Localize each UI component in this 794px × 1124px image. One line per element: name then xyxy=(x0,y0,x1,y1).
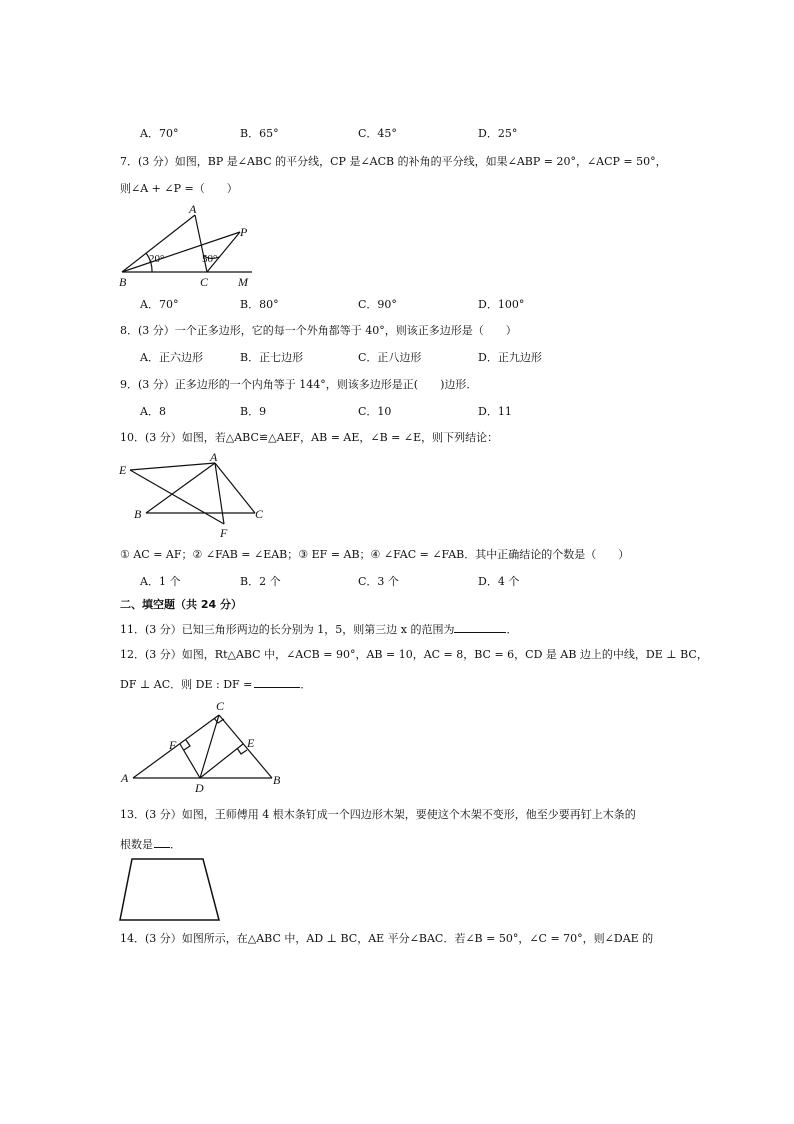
q7-label-c: C xyxy=(200,275,209,289)
q8-option-d[interactable]: D．正九边形 xyxy=(478,351,542,364)
q10-option-a[interactable]: A．1 个 xyxy=(140,575,181,588)
q7-stem-line2: 则∠A + ∠P =（ ） xyxy=(120,182,238,195)
q10-label-a: A xyxy=(210,450,218,464)
q9-option-d[interactable]: D．11 xyxy=(478,405,512,418)
q6-option-c[interactable]: C．45° xyxy=(358,127,397,140)
q12-end: ． xyxy=(300,678,312,691)
q7-label-p: P xyxy=(240,225,248,239)
q7-angle-50: 50° xyxy=(202,253,218,265)
q12-label-e: E xyxy=(247,736,255,750)
q9-option-a[interactable]: A．8 xyxy=(140,405,166,418)
q12-label-a: A xyxy=(121,771,129,785)
q10-conclusions: ① AC = AF；② ∠FAB = ∠EAB；③ EF = AB；④ ∠FAC = ∠FAB．其中正确结论的个数是（ ） xyxy=(120,548,630,561)
section-2-title: 二、填空题（共 24 分） xyxy=(120,598,242,611)
q7-stem-line1: 7．(3 分）如图，BP 是∠ABC 的平分线，CP 是∠ACB 的补角的平分线，如果∠ABP = 20°，∠ACP = 50°， xyxy=(120,155,667,168)
q10-option-c[interactable]: C．3 个 xyxy=(358,575,399,588)
q9-option-b[interactable]: B．9 xyxy=(240,405,267,418)
q8-option-c[interactable]: C．正八边形 xyxy=(358,351,422,364)
q10-label-e: E xyxy=(119,463,127,477)
q8-option-b[interactable]: B．正七边形 xyxy=(240,351,304,364)
q7-label-b: B xyxy=(119,275,127,289)
q13-trapezoid xyxy=(120,859,219,920)
q7-option-c[interactable]: C．90° xyxy=(358,298,397,311)
q12-label-b: B xyxy=(273,773,281,787)
q6-option-d[interactable]: D．25° xyxy=(478,127,518,140)
q7-option-b[interactable]: B．80° xyxy=(240,298,279,311)
q10-option-d[interactable]: D．4 个 xyxy=(478,575,520,588)
q7-angle-20: 20° xyxy=(149,253,165,265)
q7-option-d[interactable]: D．100° xyxy=(478,298,525,311)
q8-stem: 8．(3 分）一个正多边形，它的每一个外角都等于 40°，则该正多边形是（ ） xyxy=(120,324,517,337)
q7-option-a[interactable]: A．70° xyxy=(140,298,179,311)
q10-stem: 10．(3 分）如图，若△ABC≌△AEF，AB = AE，∠B = ∠E，则下列结论： xyxy=(120,431,499,444)
q6-option-b[interactable]: B．65° xyxy=(240,127,279,140)
q12-label-c: C xyxy=(216,699,225,713)
q10-label-f: F xyxy=(220,526,228,540)
q7-label-a: A xyxy=(189,202,197,216)
q11-stem: 11．(3 分）已知三角形两边的长分别为 1，5，则第三边 x 的范围为 xyxy=(120,623,455,636)
q8-option-a[interactable]: A．正六边形 xyxy=(140,351,203,364)
q12-stem-text: DF ⊥ AC．则 DE : DF = xyxy=(120,678,253,691)
q13-stem-line1: 13．(3 分）如图，王师傅用 4 根木条钉成一个四边形木架，要使这个木架不变形，他至少要再钉上木条的 xyxy=(120,808,636,821)
q12-label-d: D xyxy=(195,781,204,795)
q11-end: ． xyxy=(506,623,518,636)
q13-end: ． xyxy=(170,838,181,851)
q13-stem-text: 根数是 xyxy=(120,838,153,851)
q12-label-f: F xyxy=(169,738,177,752)
q12-stem-line1: 12．(3 分）如图，Rt△ABC 中，∠ACB = 90°，AB = 10，AC = 8，BC = 6，CD 是 AB 边上的中线，DE ⊥ BC， xyxy=(120,648,708,661)
q7-label-m: M xyxy=(238,275,248,289)
question-14: 14．(3 分）如图所示，在△ABC 中，AD ⊥ BC，AE 平分∠BAC．若∠B = 50°，∠C = 70°，则∠DAE 的 xyxy=(120,932,654,945)
q10-label-c: C xyxy=(255,507,264,521)
q9-stem: 9．(3 分）正多边形的一个内角等于 144°，则该多边形是正( )边形． xyxy=(120,378,478,391)
q9-option-c[interactable]: C．10 xyxy=(358,405,392,418)
q10-label-b: B xyxy=(134,507,142,521)
q6-option-a[interactable]: A．70° xyxy=(140,127,179,140)
q10-option-b[interactable]: B．2 个 xyxy=(240,575,281,588)
